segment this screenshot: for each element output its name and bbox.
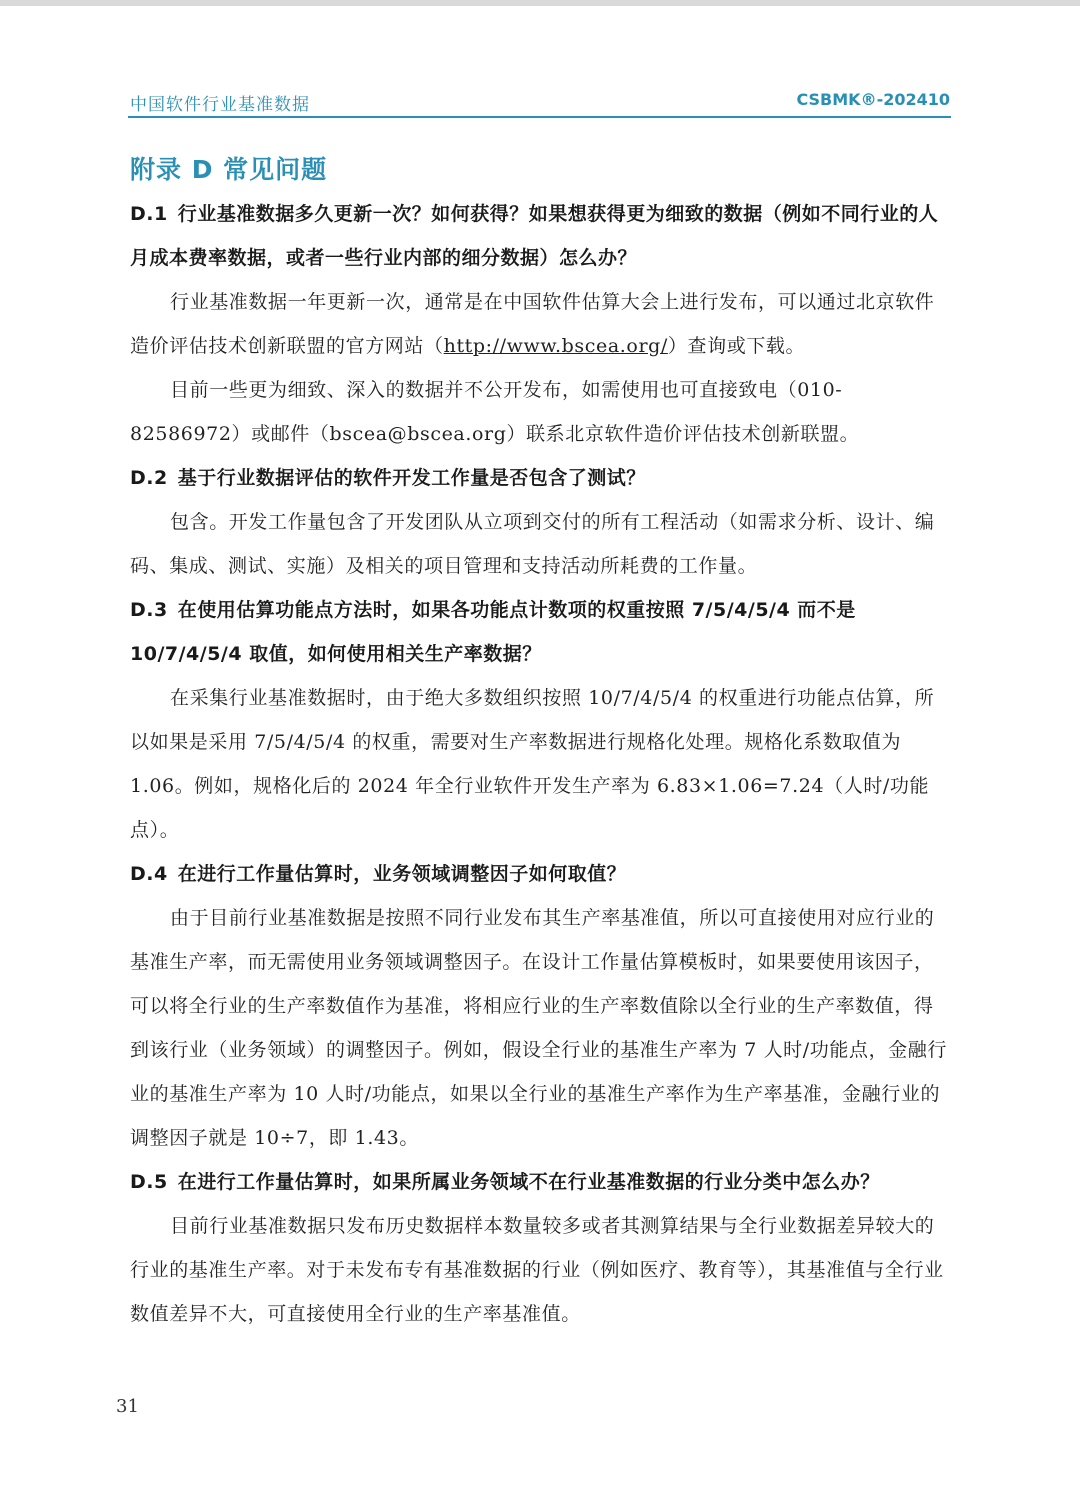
question-text: 在使用估算功能点方法时，如果各功能点计数项的权重按照 7/5/4/5/4 而不是 10/7/4/5/4 取值，如何使用相关生产率数据？ [130, 599, 856, 665]
answer-text: ）查询或下载。 [667, 335, 806, 357]
appendix-title: 附录 D 常见问题 [130, 155, 328, 184]
question-number: D.4 [130, 863, 168, 885]
question-text: 在进行工作量估算时，如果所属业务领域不在行业基准数据的行业分类中怎么办？ [177, 1171, 880, 1193]
question-number: D.1 [130, 203, 168, 225]
question-d3 [130, 588, 952, 676]
question-number: D.2 [130, 467, 168, 489]
header-title: 中国软件行业基准数据 [130, 95, 310, 115]
answer-d2-paragraph-1: 包含。开发工作量包含了开发团队从立项到交付的所有工程活动（如需求分析、设计、编码、集成、测试、实施）及相关的项目管理和支持活动所耗费的工作量。 [130, 511, 935, 577]
answer-d4-paragraph-1: 由于目前行业基准数据是按照不同行业发布其生产率基准值，所以可直接使用对应行业的基准生产率，而无需使用业务领域调整因子。在设计工作量估算模板时，如果要使用该因子，可以将全行业的生产率数值作为基准，将相应行业的生产率数值除以全行业的生产率数值，得到该行业（业务领域）的调整因子。例如，假设全行业的基准生产率为 7 人时/功能点，金融行业的基准生产率为 10 人时/功能点，如果以全行业的基准生产率作为生产率基准，金融行业的调整因子就是 10÷7，即 1.43。 [130, 907, 947, 1149]
answer-d3-paragraph-1: 在采集行业基准数据时，由于绝大多数组织按照 10/7/4/5/4 的权重进行功能点估算，所以如果是采用 7/5/4/5/4 的权重，需要对生产率数据进行规格化处理。规格化系数取值为 1.06。例如，规格化后的 2024 年全行业软件开发生产率为 6.83×1.06=7.24（人时/功能点）。 [130, 687, 935, 841]
website-link[interactable]: http://www.bscea.org/ [443, 335, 668, 357]
top-border [0, 0, 1080, 6]
question-text: 在进行工作量估算时，业务领域调整因子如何取值？ [177, 863, 627, 885]
question-d4 [130, 852, 952, 896]
header-rule [128, 116, 951, 118]
answer-d1-paragraph-1 [130, 280, 952, 368]
question-text: 基于行业数据评估的软件开发工作量是否包含了测试？ [177, 467, 646, 489]
question-d5 [130, 1160, 952, 1204]
answer-d5-paragraph-1: 目前行业基准数据只发布历史数据样本数量较多或者其测算结果与全行业数据差异较大的行业的基准生产率。对于未发布专有基准数据的行业（例如医疗、教育等），其基准值与全行业数值差异不大，可直接使用全行业的生产率基准值。 [130, 1215, 944, 1325]
answer-d1-paragraph-2: 目前一些更为细致、深入的数据并不公开发布，如需使用也可直接致电（010-82586972）或邮件（bscea@bscea.org）联系北京软件造价评估技术创新联盟。 [130, 379, 860, 445]
question-d1 [130, 192, 952, 280]
header-report-code: CSBMK®-202410 [796, 90, 950, 109]
question-text: 行业基准数据多久更新一次？如何获得？如果想获得更为细致的数据（例如不同行业的人月成本费率数据，或者一些行业内部的细分数据）怎么办？ [130, 203, 939, 269]
question-d2 [130, 456, 952, 500]
question-number: D.5 [130, 1171, 168, 1193]
faq-content [130, 192, 952, 1336]
page-number: 31 [116, 1396, 139, 1417]
answer-text: 行业基准数据一年更新一次，通常是在中国软件估算大会上进行发布，可以通过北京软件造价评估技术创新联盟的官方网站（ [130, 291, 935, 357]
question-number: D.3 [130, 599, 168, 621]
running-header [128, 88, 950, 114]
